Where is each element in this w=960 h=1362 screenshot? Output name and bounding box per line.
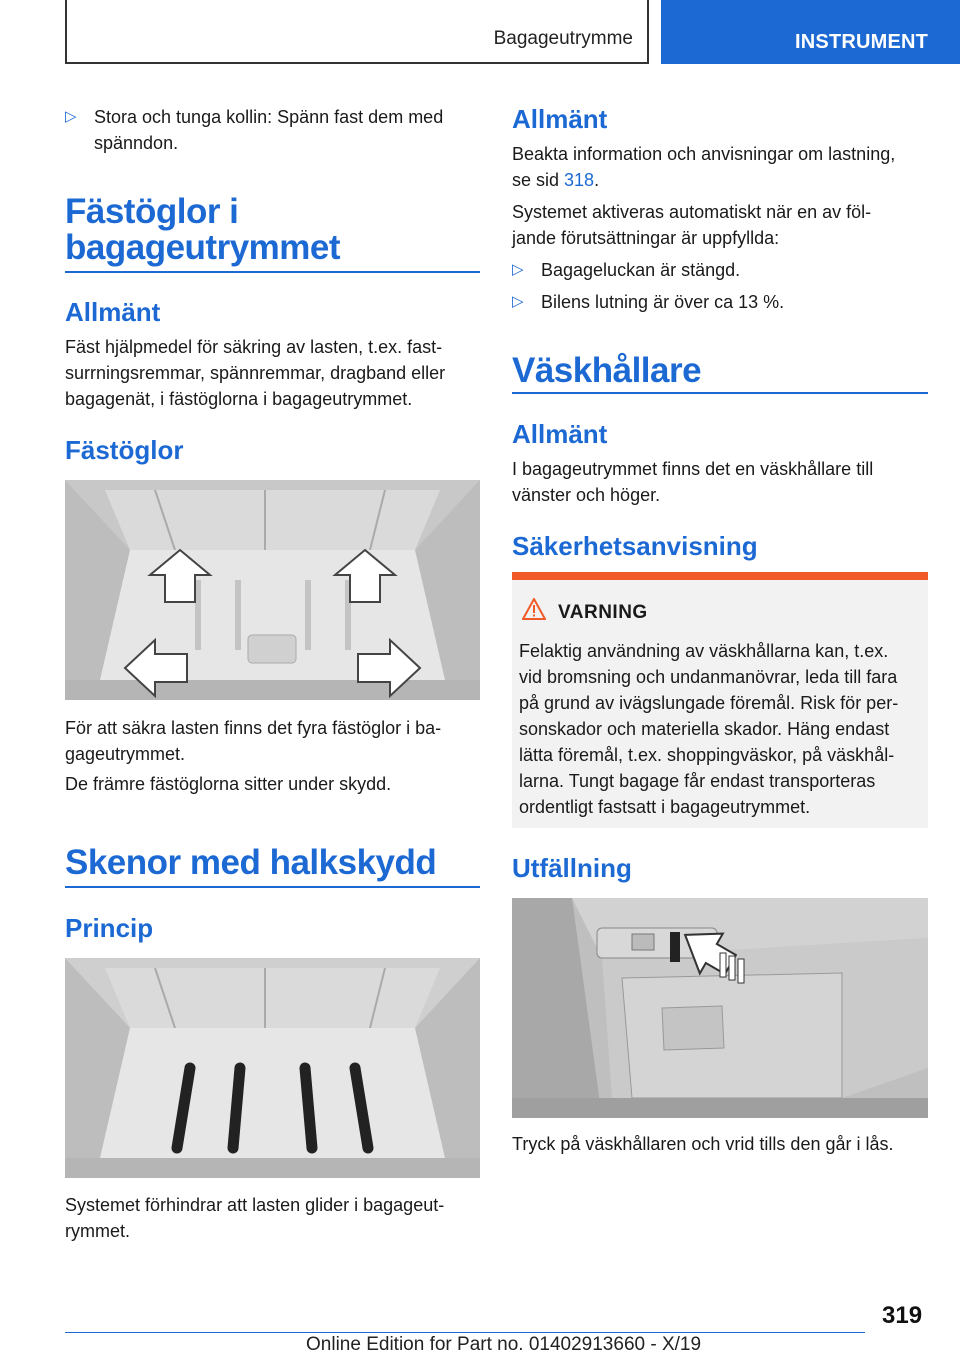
- subheading-utfallning: Utfällning: [512, 853, 632, 883]
- triangle-bullet-icon: ▷: [512, 293, 524, 310]
- triangle-bullet-icon: ▷: [512, 261, 524, 278]
- warning-line: vid bromsning och undanmanövrar, leda till fara: [519, 667, 898, 687]
- heading-rule: [65, 886, 480, 888]
- heading-rule: [512, 392, 928, 394]
- header-section-title: Bagageutrymme: [493, 28, 633, 49]
- paragraph-line: Fäst hjälpmedel för säkring av lasten, t.ex. fast-: [65, 337, 443, 357]
- subheading-fastoglor: Fästöglor: [65, 435, 184, 465]
- subheading-allmant: Allmänt: [65, 297, 161, 327]
- paragraph-line: Systemet förhindrar att lasten glider i bagageut-: [65, 1195, 445, 1215]
- subheading-allmant: Allmänt: [512, 104, 608, 134]
- warning-line: på grund av ivägslungade föremål. Risk för per-: [519, 693, 899, 713]
- warning-line: Felaktig användning av väskhållarna kan, t.ex.: [519, 641, 889, 661]
- warning-line: lätta föremål, t.ex. shoppingväskor, på väskhål-: [519, 745, 895, 765]
- paragraph-line: rymmet.: [65, 1221, 130, 1241]
- paragraph-line: vänster och höger.: [512, 485, 661, 505]
- heading-vaskhallare: Väskhållare: [512, 351, 702, 390]
- edition-note: Online Edition for Part no. 01402913660 - X/19: [306, 1334, 702, 1355]
- subheading-princip: Princip: [65, 913, 154, 943]
- paragraph-line: Tryck på väskhållaren och vrid tills den går i lås.: [512, 1134, 894, 1154]
- cargo-floor-lashing-eyes-image: [65, 480, 480, 700]
- paragraph-line: surrningsremmar, spännremmar, dragband eller: [65, 363, 446, 383]
- warning-triangle-icon: [522, 598, 546, 625]
- subheading-allmant: Allmänt: [512, 419, 608, 449]
- anti-slip-rails-image: [65, 958, 480, 1178]
- heading-rule: [65, 271, 480, 273]
- page-reference-link[interactable]: 318: [564, 170, 595, 190]
- paragraph-line: Systemet aktiveras automatiskt när en av föl-: [512, 202, 872, 222]
- paragraph-line: bagagenät, i fästöglorna i bagageutrymmet.: [65, 389, 413, 409]
- header-chapter-tab[interactable]: INSTRUMENT: [661, 0, 960, 64]
- heading-fastoglor-line2: bagageutrymmet: [65, 228, 341, 267]
- heading-fastoglor-line1: Fästöglor i: [65, 192, 239, 231]
- subheading-sakerhetsanvisning: Säkerhetsanvisning: [512, 531, 758, 561]
- heading-skenor: Skenor med halkskydd: [65, 843, 437, 882]
- paragraph-line: jande förutsättningar är uppfyllda:: [512, 228, 780, 248]
- page-number: 319: [882, 1302, 923, 1329]
- paragraph-line-with-link: se sid 318.: [512, 170, 600, 190]
- footer-rule: [65, 1332, 865, 1333]
- paragraph-line: I bagageutrymmet finns det en väskhållare till: [512, 459, 874, 479]
- warning-line: sonskador och materiella skador. Häng endast: [519, 719, 890, 739]
- warning-title: VARNING: [558, 602, 648, 623]
- paragraph-line: gageutrymmet.: [65, 744, 186, 764]
- warning-line: ordentligt fastsatt i bagageutrymmet.: [519, 797, 811, 817]
- paragraph-line: Beakta information och anvisningar om lastning,: [512, 144, 896, 164]
- warning-line: larna. Tungt bagage får endast transporteras: [519, 771, 876, 791]
- warning-box: [512, 572, 928, 828]
- triangle-bullet-icon: ▷: [65, 108, 77, 125]
- bag-hook-image: [512, 898, 928, 1118]
- header-box: [65, 0, 649, 64]
- paragraph-line: De främre fästöglorna sitter under skydd.: [65, 774, 392, 794]
- paragraph-line: För att säkra lasten finns det fyra fästöglor i ba-: [65, 718, 442, 738]
